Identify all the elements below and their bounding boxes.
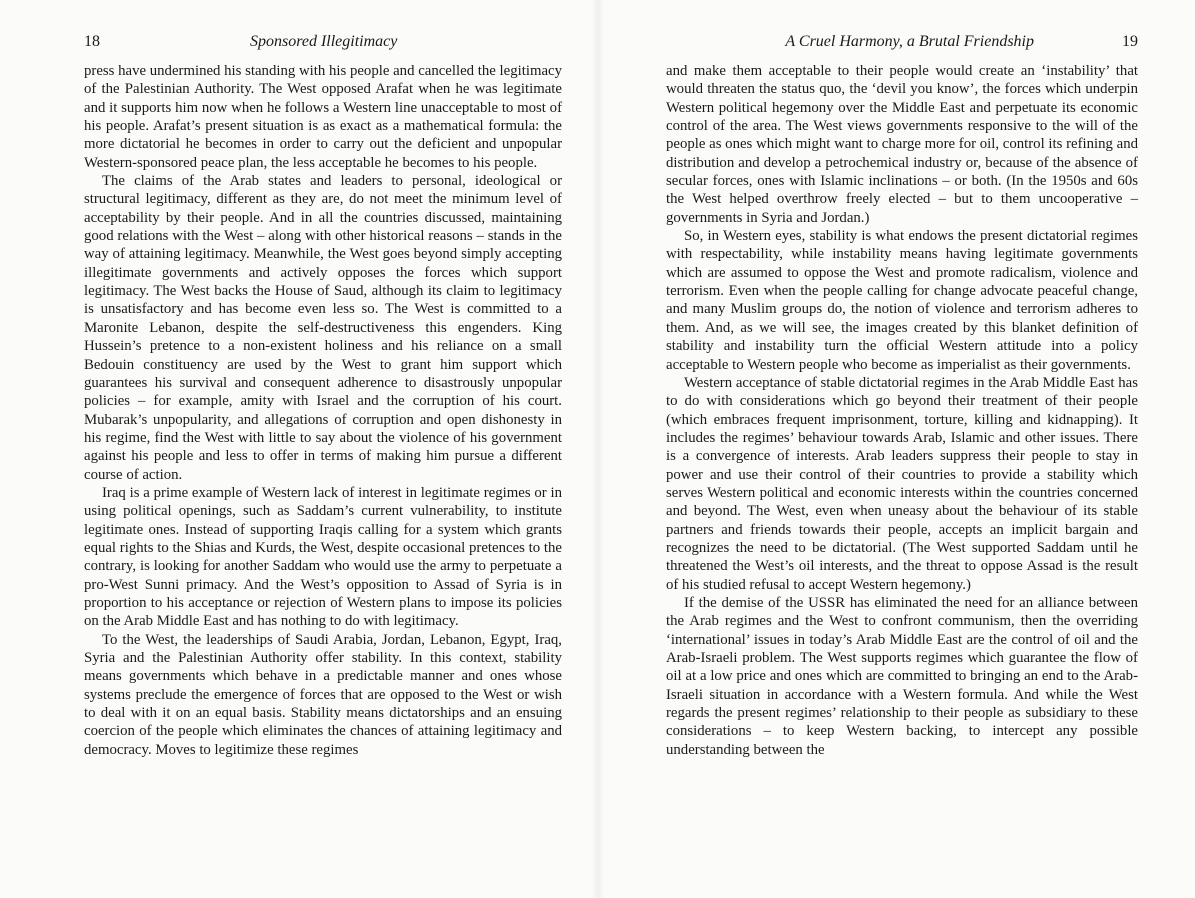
right-page-body xyxy=(666,62,1138,759)
paragraph: Iraq is a prime example of Western lack of interest in legitimate regimes or in using political openings, such as Saddam’s current vulnerability, to institute legitimate ones. Instead of supporting Iraqis calling for a system which grants equal rights to the Shias and Kurds, the West, despite occasional pretences to the contrary, is looking for another Saddam who would use the army to perpetuate a pro-West Sunni primacy. And the West’s opposition to Assad of Syria is in proportion to his acceptance or rejection of Western plans to impose its policies on the Arab Middle East and has nothing to do with legitimacy. xyxy=(84,484,562,630)
right-page-header xyxy=(666,30,1138,54)
paragraph: If the demise of the USSR has eliminated the need for an alliance between the Arab regimes and the West to confront communism, then the overriding ‘international’ issues in today’s Arab Middle East are the control of oil and the Arab-Israeli problem. The West supports regimes which guarantee the flow of oil at a low price and ones which are committed to bringing an end to the Arab-Israeli situation in accordance with a Western formula. And while the West regards the present regimes’ relationship to their people as subsidiary to these considerations – to keep Western backing, to intercept any possible understanding between the xyxy=(666,594,1138,758)
paragraph: and make them acceptable to their people would create an ‘instability’ that would threaten the status quo, the ‘devil you know’, the forces which underpin Western political hegemony over the Middle East and perpetuate its economic control of the area. The West views governments responsive to the will of the people as ones which might want to charge more for oil, control its refining and distribution and develop a petrochemical industry or, because of the absence of secular forces, ones with Islamic inclinations – or both. (In the 1950s and 60s the West helped overthrow freely elected – but to them uncooperative – governments in Syria and Jordan.) xyxy=(666,63,1138,226)
left-page-body xyxy=(84,62,562,759)
paragraph: press have undermined his standing with his people and cancelled the legitimacy of the Palestinian Authority. The West opposed Arafat when he was legitimate and it supports him now when he follows a Western line unacceptable to most of his people. Arafat’s present situation is as exact as a mathematical formula: the more dictatorial he becomes in order to carry out the deficient and unpopular Western-sponsored peace plan, the less acceptable he becomes to his people. xyxy=(84,63,562,171)
running-title: A Cruel Harmony, a Brutal Friendship xyxy=(785,33,1034,50)
page-number: 19 xyxy=(1122,33,1138,50)
running-title: Sponsored Illegitimacy xyxy=(250,33,398,50)
left-page-header xyxy=(84,30,562,54)
right-page xyxy=(598,0,1195,898)
paragraph: To the West, the leaderships of Saudi Arabia, Jordan, Lebanon, Egypt, Iraq, Syria and the Palestinian Authority offer stability. In this context, stability means governments which behave in a predictable manner and ones whose systems preclude the emergence of forces that are opposed to the West or wish to deal with it on an equal basis. Stability means dictatorships and an ensuing coercion of the people which eliminates the chances of attaining legitimacy and democracy. Moves to legitimize these regimes xyxy=(84,631,562,758)
paragraph: Western acceptance of stable dictatorial regimes in the Arab Middle East has to do with considerations which go beyond their treatment of their people (which embraces frequent imprisonment, torture, killing and kidnapping). It includes the regimes’ behaviour towards Arab, Islamic and other issues. There is a convergence of interests. Arab leaders suppress their people to stay in power and use their control of their countries to provide a stability which serves Western political and economic interests within the countries concerned and beyond. The West, even when uneasy about the behaviour of its stable partners and friends towards their people, accepts an implicit bargain and recognizes the need to be dictatorial. (The West supported Saddam until he threatened the West’s oil interests, and the threat to oppose Assad is the result of his studied refusal to accept Western hegemony.) xyxy=(666,374,1138,593)
page-number: 18 xyxy=(84,33,100,50)
paragraph: The claims of the Arab states and leaders to personal, ideological or structural legitimacy, different as they are, do not meet the minimum level of acceptability by their people. And in all the countries discussed, maintaining good relations with the West – along with other historical reasons – stands in the way of attaining legitimacy. Meanwhile, the West goes beyond simply accepting illegitimate governments and actively opposes the forces which support legitimacy. The West backs the House of Saud, although its claim to legitimacy is unsatisfactory and has become even less so. The West is committed to a Maronite Lebanon, despite the self-destructiveness this engenders. King Hussein’s pretence to a non-existent holiness and his reliance on a small Bedouin constituency are used by the West to grant him support which guarantees his survival and consequent adherence to disastrously unpopular policies – for example, amity with Israel and the corruption of his court. Mubarak’s unpopularity, and allegations of corruption and open dishonesty in his regime, find the West with little to say about the violence of his government against his people and less to offer in terms of making him pursue a different course of action. xyxy=(84,173,562,483)
paragraph: So, in Western eyes, stability is what endows the present dictatorial regimes with respectability, while instability means having legitimate governments which are assumed to oppose the West and promote radicalism, violence and terrorism. Even when the people calling for change advocate peaceful change, and many Muslim groups do, the notion of violence and terrorism adheres to them. And, as we will see, the images created by this blanket definition of stability and instability turn the official Western attitude into a policy acceptable to Western people who become as imperialist as their governments. xyxy=(666,228,1138,373)
